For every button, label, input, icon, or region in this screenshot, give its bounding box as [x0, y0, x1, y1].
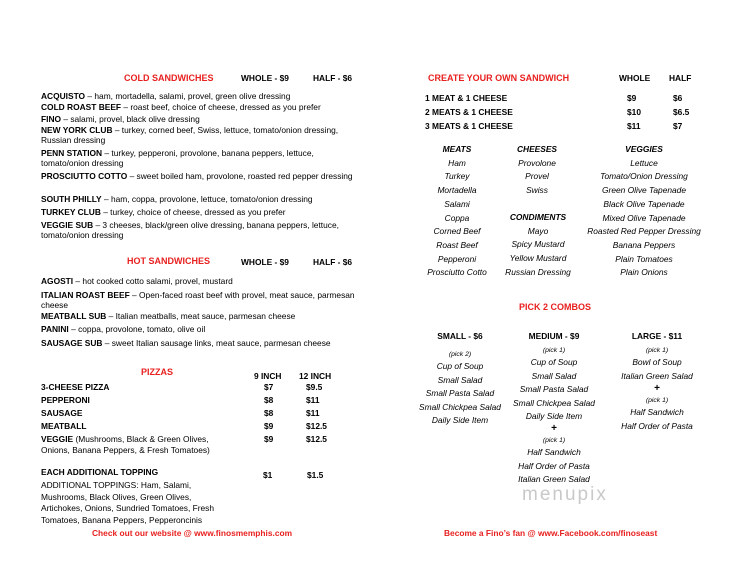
- combo-large-pick-2: (pick 1): [645, 397, 669, 405]
- pizza-12inch-price: $9.5: [306, 382, 323, 392]
- combo-medium-plus: +: [551, 423, 557, 435]
- veggie-item: Black Olive Tapenade: [603, 198, 685, 209]
- combo-medium: [508, 330, 600, 487]
- pizza-name: SAUSAGE: [41, 408, 83, 418]
- pizza-name: MEATBALL: [41, 421, 87, 431]
- create-row-half: $6.5: [673, 107, 690, 117]
- cold-sandwiches-title: COLD SANDWICHES: [124, 73, 214, 83]
- menupix-watermark: menupix: [522, 484, 608, 505]
- meats-title: MEATS: [442, 144, 472, 154]
- pizzas-title: PIZZAS: [141, 367, 174, 377]
- cold-item: [41, 148, 361, 168]
- pizza-9inch-price: $9: [264, 421, 274, 431]
- create-row-name: 2 MEATS & 1 CHEESE: [425, 107, 513, 117]
- pizza-name: VEGGIE: [41, 434, 74, 444]
- facebook-footer: Become a Fino’s fan @ www.Facebook.com/finoseast: [444, 528, 658, 538]
- combo-large-title: LARGE - $11: [631, 331, 683, 341]
- cheese-item: Swiss: [526, 185, 548, 196]
- hot-item-desc: – hot cooked cotto salami, provel, mustard: [73, 276, 233, 286]
- pizza-9inch-price: $8: [264, 395, 274, 405]
- combo-large-item: Half Sandwich: [630, 407, 684, 418]
- meat-item: Pepperoni: [437, 253, 477, 264]
- combo-small-item: Daily Side Item: [431, 415, 489, 426]
- create-row-name: 1 MEAT & 1 CHEESE: [425, 93, 508, 103]
- meat-item: Coppa: [444, 212, 470, 223]
- hot-item-desc: – Italian meatballs, meat sauce, parmesan cheese: [106, 311, 296, 321]
- pizza-row-name: [41, 382, 109, 392]
- combo-medium-title: MEDIUM - $9: [528, 331, 580, 341]
- combo-medium-item: Daily Side Item: [525, 411, 583, 422]
- hot-item-desc: – Open-faced roast beef with provel, meat sauce, parmesan cheese: [41, 290, 355, 311]
- cold-item-desc: – ham, mortadella, salami, provel, green olive dressing: [85, 91, 291, 101]
- cold-item: [41, 91, 361, 101]
- pizza-name: 3-CHEESE PIZZA: [41, 382, 110, 392]
- condiment-item: Mayo: [527, 225, 549, 236]
- combo-medium-item: Cup of Soup: [530, 357, 578, 368]
- cold-item-name: COLD ROAST BEEF: [41, 102, 122, 112]
- cold-item: [41, 194, 361, 204]
- condiment-item: Spicy Mustard: [511, 239, 565, 250]
- veggie-item: Mixed Olive Tapenade: [602, 212, 686, 223]
- cold-item-name: TURKEY CLUB: [41, 207, 101, 217]
- cold-item: [41, 114, 361, 124]
- create-row-half: $6: [673, 93, 683, 103]
- meat-item: Roast Beef: [436, 239, 478, 250]
- hot-item-name: ITALIAN ROAST BEEF: [41, 290, 130, 300]
- cold-item: [41, 125, 361, 145]
- veggies-column: [583, 143, 705, 280]
- create-whole-header: WHOLE: [619, 73, 651, 83]
- cold-item-desc: – ham, coppa, provolone, lettuce, tomato/onion dressing: [101, 194, 313, 204]
- create-row-name: 3 MEATS & 1 CHEESE: [425, 121, 513, 131]
- cold-half-price: HALF - $6: [313, 73, 353, 83]
- hot-item-name: SAUSAGE SUB: [41, 338, 103, 348]
- combo-small-pick: (pick 2): [448, 351, 472, 359]
- create-half-header: HALF: [669, 73, 692, 83]
- combo-medium-item: Small Pasta Salad: [519, 384, 589, 395]
- pizza-12inch-price: $12.5: [306, 421, 327, 431]
- cold-item-desc: – sweet boiled ham, provolone, roasted red pepper dressing: [127, 171, 353, 181]
- cold-item-name: SOUTH PHILLY: [41, 194, 102, 204]
- create-your-own-title: CREATE YOUR OWN SANDWICH: [428, 73, 570, 83]
- pick-2-combos-title: PICK 2 COMBOS: [519, 302, 592, 312]
- hot-item: [41, 311, 361, 321]
- combo-small-item: Small Salad: [437, 374, 483, 385]
- veggie-item: Plain Onions: [620, 267, 668, 278]
- hot-item: [41, 338, 361, 348]
- meat-item: Ham: [448, 157, 466, 168]
- combo-medium-item: Small Salad: [531, 370, 577, 381]
- cold-item-desc: – turkey, pepperoni, provolone, banana peppers, lettuce, tomato/onion dressing: [41, 148, 314, 169]
- veggie-pizza-desc-1: (Mushrooms, Black & Green Olives,: [73, 434, 209, 444]
- meat-item: Corned Beef: [433, 226, 481, 237]
- pizza-12inch-price: $11: [306, 395, 320, 405]
- hot-item: [41, 324, 361, 334]
- veggie-item: Banana Peppers: [612, 239, 676, 250]
- meat-item: Prosciutto Cotto: [427, 267, 487, 278]
- pizza-12inch-price: $12.5: [306, 434, 327, 444]
- topping-9inch-price: $1: [263, 470, 273, 480]
- veggie-item: Lettuce: [630, 157, 658, 168]
- meat-item: Turkey: [444, 171, 470, 182]
- cold-item-desc: – turkey, corned beef, Swiss, lettuce, tomato/onion dressing, Russian dressing: [41, 125, 339, 146]
- hot-item: [41, 276, 361, 286]
- cold-item-name: PROSCIUTTO COTTO: [41, 171, 128, 181]
- meats-column: [417, 143, 497, 280]
- hot-item-desc: – sweet Italian sausage links, meat sauce, parmesan cheese: [102, 338, 331, 348]
- condiments-column: [496, 211, 580, 280]
- pizza-9inch-header: 9 INCH: [254, 371, 282, 381]
- create-row-half: $7: [673, 121, 683, 131]
- pizza-9inch-price: $7: [264, 382, 274, 392]
- additional-toppings-list: ADDITIONAL TOPPINGS: Ham, Salami, Mushrooms, Black Olives, Green Olives, Artichokes, Onions, Sundried Tomatoes, Fresh Tomatoes, Banana Peppers, Pepperoncinis: [41, 480, 215, 525]
- pizza-12inch-price: $11: [306, 408, 320, 418]
- each-additional-topping: EACH ADDITIONAL TOPPING: [41, 467, 159, 477]
- cold-item-desc: – salami, provel, black olive dressing: [61, 114, 200, 124]
- hot-item-desc: – coppa, provolone, tomato, olive oil: [68, 324, 206, 334]
- hot-half-price: HALF - $6: [313, 257, 353, 267]
- cold-item-desc: – turkey, choice of cheese, dressed as you prefer: [100, 207, 286, 217]
- hot-whole-price: WHOLE - $9: [241, 257, 289, 267]
- hot-item-name: PANINI: [41, 324, 69, 334]
- veggie-item: Plain Tomatoes: [615, 253, 673, 264]
- condiments-title: CONDIMENTS: [509, 212, 567, 222]
- cold-item-desc: – roast beef, choice of cheese, dressed as you prefer: [121, 102, 321, 112]
- pizza-12inch-header: 12 INCH: [299, 371, 332, 381]
- meat-item: Salami: [444, 198, 470, 209]
- combo-large-item: Italian Green Salad: [621, 370, 693, 381]
- combo-medium-item: Half Order of Pasta: [518, 460, 590, 471]
- create-row-whole: $11: [627, 121, 641, 131]
- create-row-whole: $9: [627, 93, 637, 103]
- combo-large-pick-1: (pick 1): [645, 347, 669, 355]
- cheeses-column: [497, 143, 577, 198]
- cold-item-name: ACQUISTO: [41, 91, 86, 101]
- pizza-9inch-price: $9: [264, 434, 274, 444]
- combo-large-item: Bowl of Soup: [632, 357, 682, 368]
- combo-medium-item: Italian Green Salad: [518, 474, 590, 485]
- hot-item-name: AGOSTI: [41, 276, 74, 286]
- combo-large: [611, 330, 703, 433]
- cold-item-name: NEW YORK CLUB: [41, 125, 113, 135]
- veggies-title: VEGGIES: [625, 144, 663, 154]
- hot-sandwiches-title: HOT SANDWICHES: [127, 256, 210, 266]
- cold-item-desc: – 3 cheeses, black/green olive dressing, banana peppers, lettuce, tomato/onion dressing: [41, 220, 339, 241]
- veggie-item: Tomato/Onion Dressing: [600, 171, 688, 182]
- cold-item-name: PENN STATION: [41, 148, 103, 158]
- hot-item-name: MEATBALL SUB: [41, 311, 107, 321]
- cold-item: [41, 171, 361, 181]
- pizza-row-name: [41, 408, 82, 418]
- veggie-item: Green Olive Tapenade: [602, 185, 686, 196]
- cold-whole-price: WHOLE - $9: [241, 73, 289, 83]
- cold-item: [41, 102, 361, 112]
- combo-small-title: SMALL - $6: [437, 331, 483, 341]
- veggie-item: Roasted Red Pepper Dressing: [587, 226, 701, 237]
- combo-medium-item: Half Sandwich: [527, 447, 581, 458]
- website-footer: Check out our website @ www.finosmemphis.com: [92, 528, 293, 538]
- combo-medium-pick-1: (pick 1): [542, 347, 566, 355]
- meat-item: Mortadella: [437, 185, 477, 196]
- combo-large-item: Half Order of Pasta: [621, 420, 693, 431]
- combo-small-item: Cup of Soup: [436, 361, 484, 372]
- cold-item: [41, 220, 361, 240]
- condiment-item: Yellow Mustard: [509, 253, 567, 264]
- combo-small-item: Small Pasta Salad: [425, 388, 495, 399]
- combo-small-item: Small Chickpea Salad: [419, 401, 501, 412]
- combo-medium-item: Small Chickpea Salad: [513, 397, 595, 408]
- cheese-item: Provel: [525, 171, 549, 182]
- pizza-row-name: [41, 434, 209, 444]
- cheeses-title: CHEESES: [516, 144, 558, 154]
- veggie-pizza-desc-2: Onions, Banana Peppers, & Fresh Tomatoes): [41, 445, 210, 455]
- pizza-9inch-price: $8: [264, 408, 274, 418]
- pizza-name: PEPPERONI: [41, 395, 90, 405]
- hot-item: [41, 290, 361, 310]
- pizza-row-name: [41, 395, 90, 405]
- cheese-item: Provolone: [518, 157, 556, 168]
- cold-item-name: VEGGIE SUB: [41, 220, 94, 230]
- combo-large-plus: +: [654, 383, 660, 395]
- cold-item: [41, 207, 361, 217]
- combo-small: [417, 330, 503, 427]
- topping-12inch-price: $1.5: [307, 470, 324, 480]
- cold-item-name: FINO: [41, 114, 62, 124]
- combo-medium-pick-2: (pick 1): [542, 437, 566, 445]
- pizza-row-name: [41, 421, 86, 431]
- create-row-whole: $10: [627, 107, 641, 117]
- condiment-item: Russian Dressing: [505, 266, 571, 277]
